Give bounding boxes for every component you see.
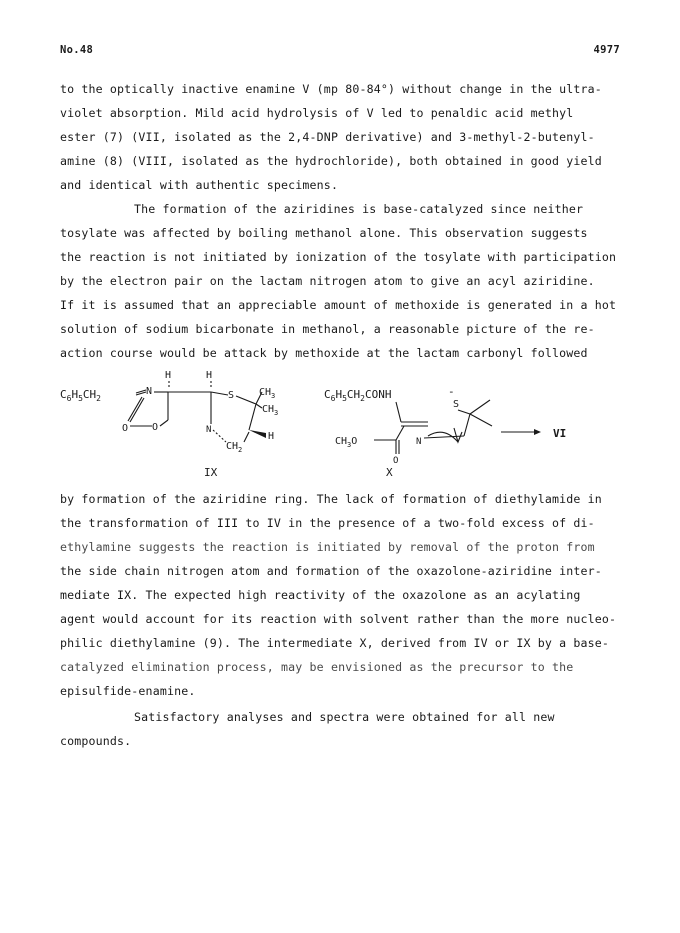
benzyl-group-label: $C_6H_5CH_2$ [60,388,101,403]
ester-oxygen-label: O [393,456,399,466]
carbonyl-oxygen-label: O [152,422,159,433]
methoxy-label: $CH_3O$ [335,436,358,449]
imine-nitrogen-label: N [146,386,153,397]
product-label-vi: VI [553,427,567,440]
body-text-line: the transformation of III to IV in the presence of a two-fold excess of di- [60,516,595,530]
body-text-line: catalyzed elimination process, may be envisioned as the precursor to the [60,660,574,674]
body-text-line: to the optically inactive enamine V (mp 80-84°) without change in the ultra- [60,82,602,96]
hydrogen-label-1: H [165,370,172,381]
page-number: 4977 [593,44,620,56]
ring-hydrogen-label: H [268,431,275,442]
body-text-line: episulfide-enamine. [60,684,196,698]
body-text-line: Satisfactory analyses and spectra were obtained for all new [134,710,555,724]
body-text-line: solution of sodium bicarbonate in methanol, a reasonable picture of the re- [60,322,595,336]
body-text-line: by the electron pair on the lactam nitrogen atom to give an acyl aziridine. [60,274,595,288]
body-text-line: The formation of the aziridines is base-catalyzed since neither [134,202,584,216]
enamine-nitrogen-label: N [416,437,422,447]
negative-charge: - [448,385,455,398]
body-text-line: and identical with authentic specimens. [60,178,339,192]
body-text-line: ester (7) (VII, isolated as the 2,4-DNP derivative) and 3-methyl-2-butenyl- [60,130,595,144]
reaction-arrow [501,429,541,435]
body-text-line: mediate IX. The expected high reactivity of the oxazolone as an acylating [60,588,581,602]
phenylacetylamino-label: $C_6H_5CH_2CONH$ [324,388,392,403]
body-text-line: ethylamine suggests the reaction is initiated by removal of the proton from [60,540,595,554]
structure-x [324,385,492,466]
body-text-line: philic diethylamine (9). The intermediate X, derived from IV or IX by a base- [60,636,610,650]
body-text-line: action course would be attack by methoxide at the lactam carbonyl followed [60,346,588,360]
body-text-line: compounds. [60,734,132,748]
oxazolone-oxygen-label: O [122,423,129,434]
journal-issue-number: No.48 [60,44,94,56]
compound-label-x: X [386,466,393,479]
bridge-nitrogen-label: N [206,425,212,435]
compound-label-ix: IX [204,466,218,479]
reaction-scheme [56,362,616,487]
methyl-group-2: $CH_3$ [262,404,279,417]
aziridine-ch2-label: $CH_2$ [226,441,243,454]
methyl-group-1: $CH_3$ [259,387,276,400]
body-text-line: the reaction is not initiated by ionization of the tosylate with participation [60,250,617,264]
body-text-line: amine (8) (VIII, isolated as the hydrochloride), both obtained in good yield [60,154,602,168]
body-text-line: agent would account for its reaction with solvent rather than the more nucleo- [60,612,617,626]
structure-ix [60,370,278,454]
body-text-line: If it is assumed that an appreciable amount of methoxide is generated in a hot [60,298,617,312]
hydrogen-label-2: H [206,370,213,381]
body-text-line: the side chain nitrogen atom and formation of the oxazolone-aziridine inter- [60,564,602,578]
body-text-line: violet absorption. Mild acid hydrolysis of V led to penaldic acid methyl [60,106,574,120]
thiazolidine-sulfur-label: S [228,390,235,401]
episulfide-sulfur-label: S [453,399,460,410]
body-text-line: tosylate was affected by boiling methanol alone. This observation suggests [60,226,588,240]
body-text-line: by formation of the aziridine ring. The lack of formation of diethylamide in [60,492,602,506]
